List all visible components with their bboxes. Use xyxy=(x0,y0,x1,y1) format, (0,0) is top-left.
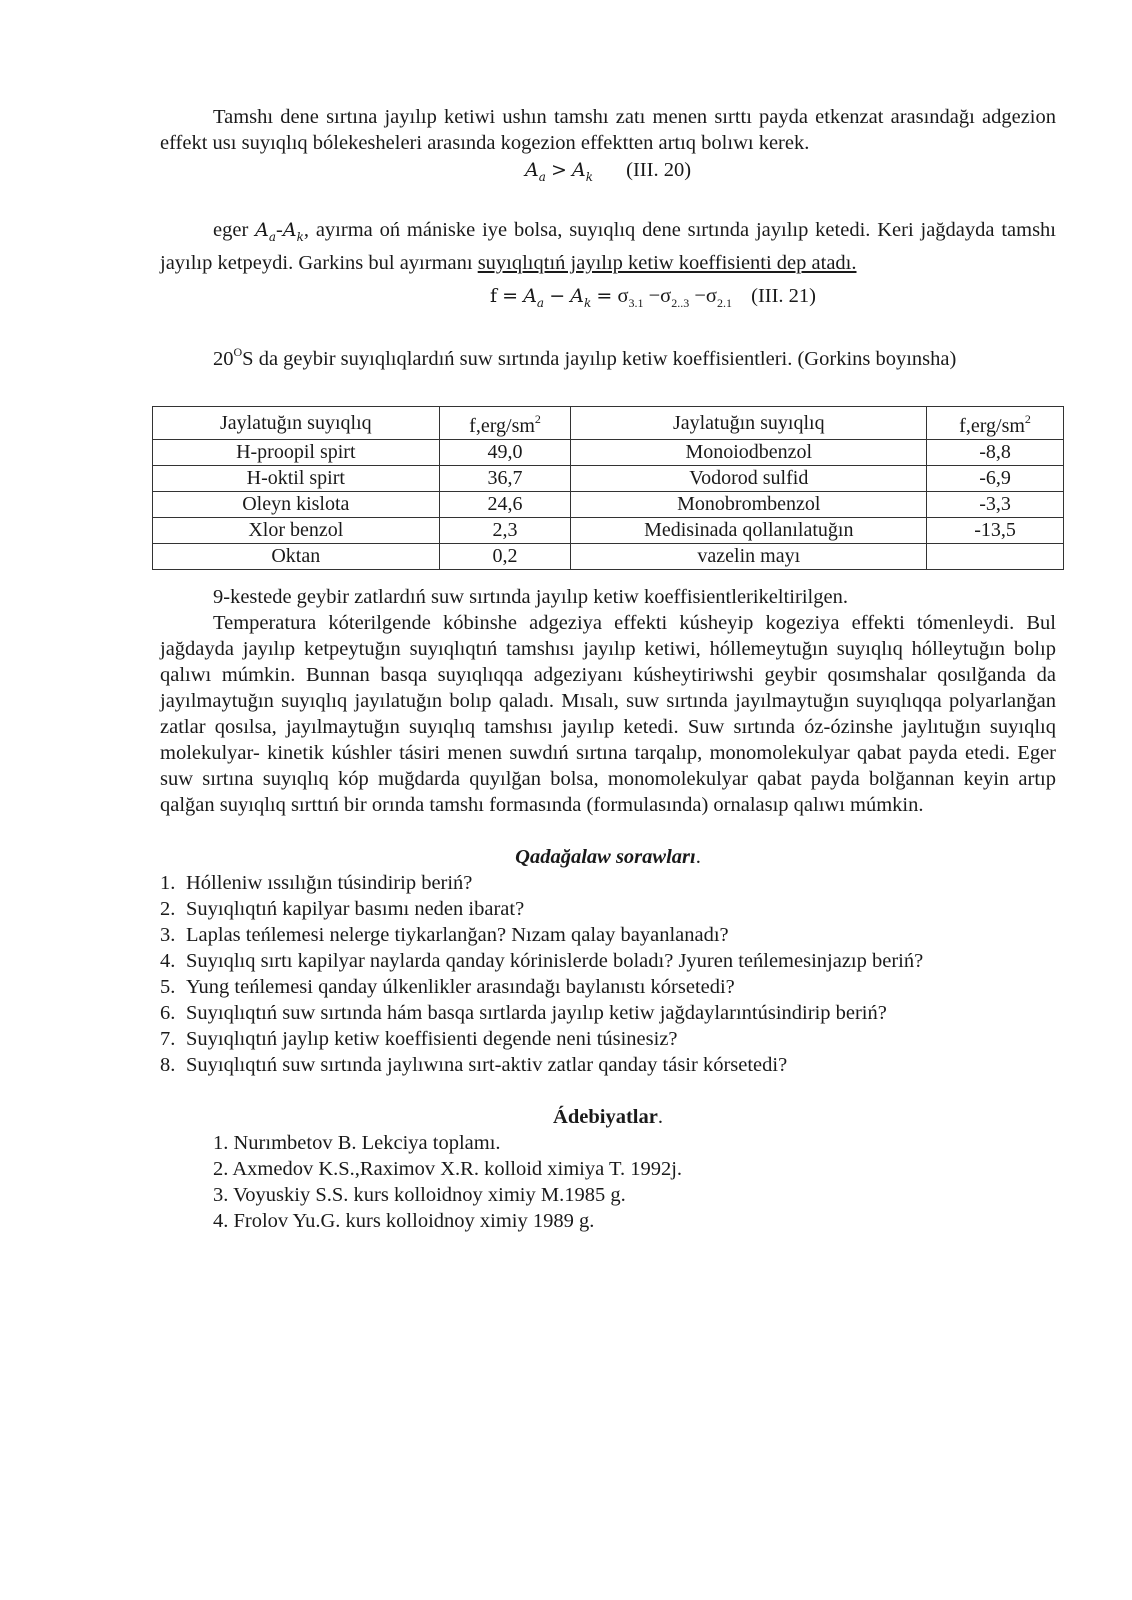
header-cell: $f,erg/sm^2$ xyxy=(927,407,1064,440)
questions-list xyxy=(160,870,1056,1078)
eq-op: > xyxy=(550,159,567,181)
eq-lhs: A xyxy=(524,159,539,181)
table-cell: -3,3 xyxy=(927,492,1064,518)
list-item: 7. Suyıqlıqtıń jaylıp ketiw koeffisienti degende neni túsinesiz? xyxy=(160,1028,678,1050)
list-item: 1. Hólleniw ıssılığın túsindirip beriń? xyxy=(160,872,473,894)
table-cell: -6,9 xyxy=(927,466,1064,492)
table-cell: H-proopil spirt xyxy=(153,440,440,466)
list-item: 8. Suyıqlıqtıń suw sırtında jaylıwına sırt-aktiv zatlar qanday tásir kórsetedi? xyxy=(160,1054,788,1076)
table-cell: Xlor benzol xyxy=(153,518,440,544)
list-item: 2. Suyıqlıqtıń kapilyar basımı neden ibarat? xyxy=(160,898,525,920)
table-cell: Monobrombenzol xyxy=(571,492,927,518)
table-row xyxy=(153,518,1064,544)
table-row xyxy=(153,440,1064,466)
list-item: 2. Axmedov K.S.,Raximov X.R. kolloid ximiya T. 1992j. xyxy=(213,1158,683,1180)
questions-heading: Qadağalaw sorawları. xyxy=(515,846,701,868)
paragraph-adhesion: Tamshı dene sırtına jayılıp ketiwi ushın tamshı zatı menen sırttı payda etkenzat arasındağı adgezion effekt usı suyıqlıq bólekesheleri arasında kogezion effektten artıq bolıwı kerek. xyxy=(160,106,1056,154)
header-cell: $f,erg/sm^2$ xyxy=(439,407,571,440)
list-item: 6. Suyıqlıqtıń suw sırtında hám basqa sırtlarda jayılıp ketiw jağdaylarıntúsindirip beriń? xyxy=(160,1002,887,1024)
header-cell: Jaylatuğın suyıqlıq xyxy=(153,407,440,440)
underlined-term: suyıqlıqtıń jayılıp ketiw koeffisienti dep atadı. xyxy=(477,252,857,274)
table-cell: Vodorod sulfid xyxy=(571,466,927,492)
list-item: 3. Laplas teńlemesi nelerge tiykarlanğan? Nızam qalay bayanlanadı? xyxy=(160,924,729,946)
table-caption: $20^OS$ da geybir suyıqlıqlardıń suw sırtında jayılıp ketiw koeffisientleri. (Gorkins boyınsha) xyxy=(213,345,957,370)
table-cell: 24,6 xyxy=(439,492,571,518)
eq-number: (III. 20) xyxy=(626,159,692,181)
table-cell: Monoiodbenzol xyxy=(571,440,927,466)
table-cell: -13,5 xyxy=(927,518,1064,544)
table-cell: vazelin mayı xyxy=(571,544,927,570)
table-cell: 36,7 xyxy=(439,466,571,492)
table-cell: H-oktil spirt xyxy=(153,466,440,492)
table-cell: Medisinada qollanılatuğın xyxy=(571,518,927,544)
page-body xyxy=(160,104,1056,372)
list-item: 3. Voyuskiy S.S. kurs kolloidnoy ximiy M.1985 g. xyxy=(213,1184,626,1206)
paragraph-difference: eger $A_a-A_k$, ayırma oń mániske iye bolsa, suyıqlıq dene sırtında jayılıp ketedi. Keri jağdayda tamshı jayılıp ketpeydi. Garkins bul ayırmanı suyıqlıqtıń jayılıp ketiw koeffisienti dep atadı. xyxy=(160,219,1056,274)
list-item: 4. Frolov Yu.G. kurs kolloidnoy ximiy 1989 g. xyxy=(213,1210,595,1232)
list-item: 4. Suyıqlıq sırtı kapilyar naylarda qanday kórinislerde boladı? Jyuren teńlemesinjazıp beriń? xyxy=(160,950,924,972)
table-row xyxy=(153,466,1064,492)
references-list xyxy=(160,1130,1056,1234)
header-cell: Jaylatuğın suyıqlıq xyxy=(571,407,927,440)
eq-lhs-sub: a xyxy=(538,170,546,184)
paragraph-table-note: 9-kestede geybir zatlardıń suw sırtında jayılıp ketiw koeffisientlerikeltirilgen. xyxy=(213,586,848,608)
table-header-row xyxy=(153,407,1064,440)
table-row xyxy=(153,492,1064,518)
table-row xyxy=(153,544,1064,570)
references-heading: Ádebiyatlar. xyxy=(553,1106,663,1128)
table-cell: 2,3 xyxy=(439,518,571,544)
table-cell: Oleyn kislota xyxy=(153,492,440,518)
paragraph-temperature: Temperatura kóterilgende kóbinshe adgeziya effekti kúsheyip kogeziya effekti tómenleydi. Bul jağdayda jayılıp ketpeytuğın suyıqlıqtıń tamshısı jayılıp ketiwi, hóllemeytuğın suyıqlıq hólleytuğın bolıp qalıwı múmkin. Bunnan basqa suyıqlıqqa adgeziyanı kúsheytiriwshi geybir qosımshalar qosılğanda da jayılmaytuğın suyıqlıq jayılatuğın bolıp qaladı. Mısalı, suw sırtında jayılmaytuğın suyıqlıqqa polyarlanğan zatlar qosılsa, jayılmaytuğın suyıqlıq tamshısı jayılıp ketedi. Suw sırtında óz-ózinshe jaylıtuğın suyıqlıq molekulyar- kinetik kúshler tásiri menen suwdıń sırtına tarqalıp, monomolekulyar qabat payda etedi. Eger suw sırtına suyıqlıq kóp muğdarda quyılğan bolsa, monomolekulyar qabat payda bolğannan keyin artıp qalğan suyıqlıq sırttıń bir orında tamshı formasında (formulasında) ornalasıp qalıwı múmkin. xyxy=(160,612,1056,816)
table-cell: 49,0 xyxy=(439,440,571,466)
list-item: 1. Nurımbetov B. Lekciya toplamı. xyxy=(213,1132,501,1154)
table-cell: 0,2 xyxy=(439,544,571,570)
table-cell xyxy=(927,544,1064,570)
eq-rhs-sub: k xyxy=(585,170,594,184)
table-cell: -8,8 xyxy=(927,440,1064,466)
spreading-coefficient-table xyxy=(152,406,1064,570)
table-cell: Oktan xyxy=(153,544,440,570)
equation-iii-21: $f = A_a - A_k = \sigma_{3.1} -\sigma_{2..3} -\sigma_{2.1}$ (III. 21) xyxy=(489,285,817,310)
equation-iii-20 xyxy=(160,156,1056,191)
list-item: 5. Yung teńlemesi qanday úlkenlikler arasındağı baylanıstı kórsetedi? xyxy=(160,976,735,998)
eq-rhs: A xyxy=(572,159,586,181)
page-body-lower xyxy=(160,584,1056,1234)
